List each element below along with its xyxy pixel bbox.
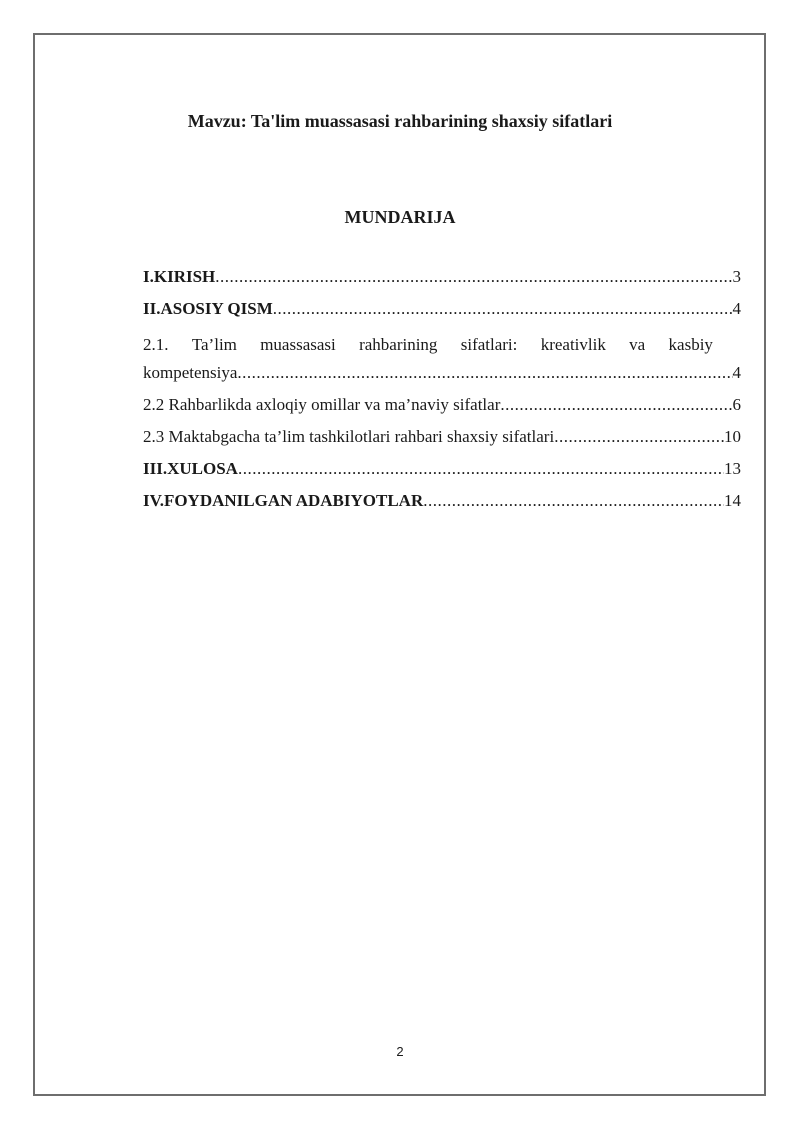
toc-entry-section-2-3[interactable]: [143, 425, 741, 457]
toc-word: sifatlari:: [460, 335, 518, 354]
document-title: Mavzu: Ta'lim muassasasi rahbarining shaxsiy sifatlari: [187, 111, 613, 131]
toc-dot-leader: [554, 425, 724, 449]
toc-dot-leader: [423, 489, 724, 513]
toc-entry-label: kompetensiya: [143, 363, 238, 382]
toc-entry-page: 6: [732, 395, 741, 414]
toc-entry-label-line-1: [143, 329, 741, 361]
toc-entry-adabiyotlar[interactable]: [143, 489, 741, 521]
toc-word: 2.1.: [143, 335, 169, 354]
toc-word: rahbarining: [359, 335, 438, 354]
toc-word: Ta’lim: [191, 335, 237, 354]
toc-dot-leader: [273, 297, 733, 321]
page-border: [33, 33, 766, 1096]
toc-entry-label: I.KIRISH: [143, 267, 216, 286]
toc-word: kasbiy: [668, 335, 713, 354]
toc-entry-label: 2.2 Rahbarlikda axloqiy omillar va ma’naviy sifatlar: [143, 395, 501, 414]
toc-entry-page: 3: [732, 267, 741, 286]
toc-heading: MUNDARIJA: [344, 207, 456, 227]
toc-entry-section-2-1[interactable]: [143, 329, 741, 393]
toc-entry-xulosa[interactable]: [143, 457, 741, 489]
toc-entry-label: IV.FOYDANILGAN ADABIYOTLAR: [143, 491, 424, 510]
toc-word: kreativlik: [540, 335, 606, 354]
toc-entry-page: 4: [732, 299, 741, 318]
toc-dot-leader: [237, 361, 732, 385]
table-of-contents: [143, 265, 741, 521]
toc-entry-asosiy-qism[interactable]: [143, 297, 741, 329]
toc-dot-leader: [238, 457, 724, 481]
toc-word: muassasasi: [260, 335, 336, 354]
toc-entry-label: 2.3 Maktabgacha ta’lim tashkilotlari rahbari shaxsiy sifatlari: [143, 427, 555, 446]
toc-entry-label-line-2: [143, 361, 741, 393]
toc-entry-kirish[interactable]: [143, 265, 741, 297]
toc-entry-label: III.XULOSA: [143, 459, 238, 478]
toc-entry-page: 13: [724, 459, 741, 478]
toc-dot-leader: [215, 265, 732, 289]
toc-dot-leader: [500, 393, 732, 417]
toc-word: va: [629, 335, 646, 354]
toc-entry-page: 10: [724, 427, 741, 446]
toc-entry-section-2-2[interactable]: [143, 393, 741, 425]
toc-entry-page: 14: [724, 491, 741, 510]
page-number: 2: [396, 1044, 404, 1059]
toc-entry-label: II.ASOSIY QISM: [143, 299, 273, 318]
toc-entry-page: 4: [732, 363, 741, 382]
